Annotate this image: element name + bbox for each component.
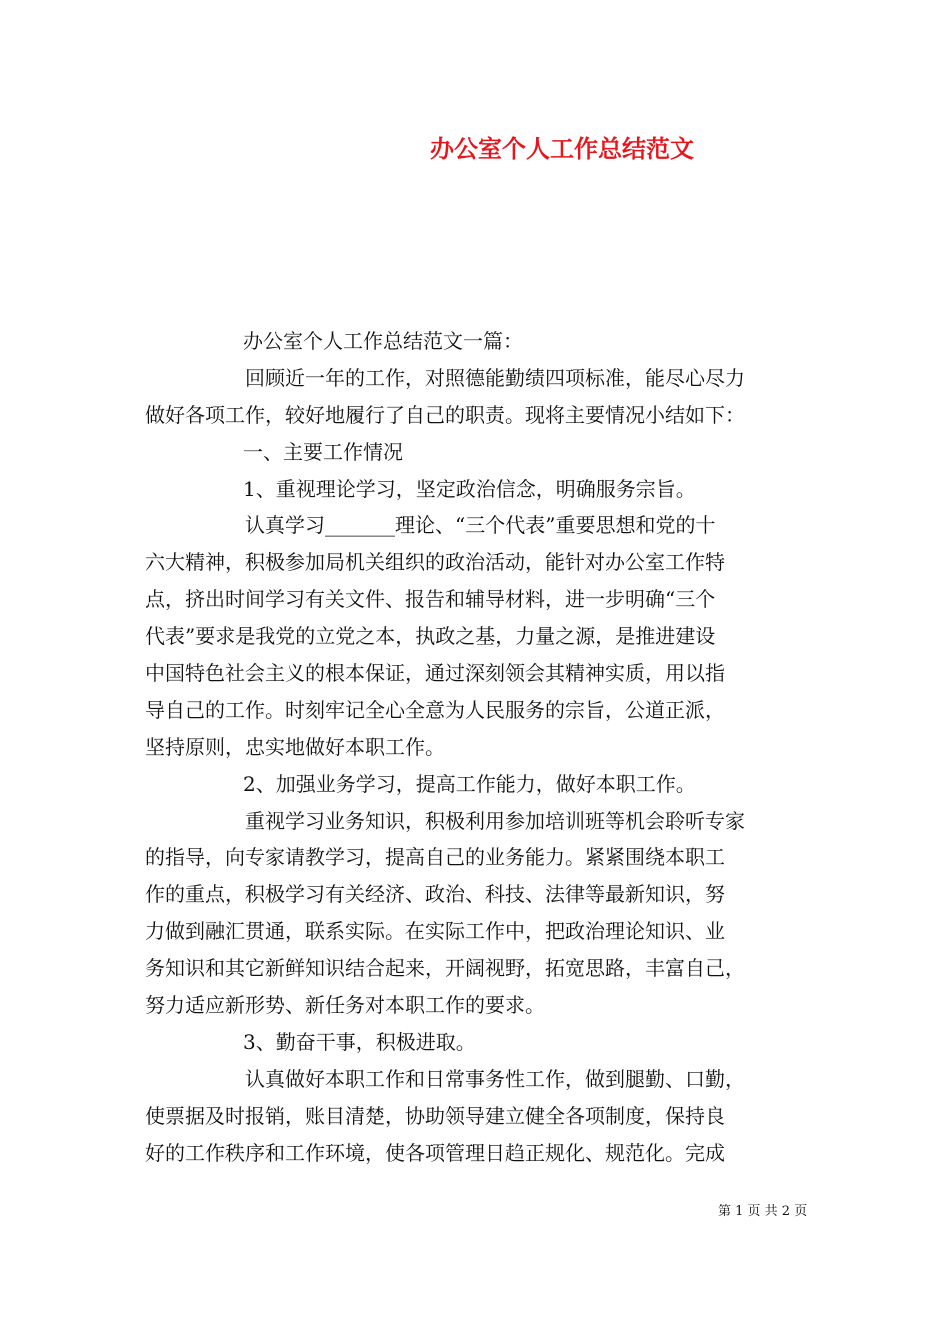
paragraph-line: 导自己的工作。时刻牢记全心全意为人民服务的宗旨，公道正派， <box>145 697 725 722</box>
paragraph-line: 的指导，向专家请教学习，提高自己的业务能力。紧紧围绕本职工 <box>145 845 725 870</box>
paragraph-line: 回顾近一年的工作，对照德能勤绩四项标准，能尽心尽力 <box>245 365 745 390</box>
paragraph-line: 务知识和其它新鲜知识结合起来，开阔视野，拓宽思路，丰富自己， <box>145 956 745 981</box>
paragraph-line: 点，挤出时间学习有关文件、报告和辅导材料，进一步明确“三个 <box>145 587 716 612</box>
paragraph-line: 代表”要求是我党的立党之本，执政之基，力量之源，是推进建设 <box>145 624 716 649</box>
paragraph-line: 认真做好本职工作和日常事务性工作，做到腿勤、口勤， <box>245 1066 745 1091</box>
paragraph-line: 作的重点，积极学习有关经济、政治、科技、法律等最新知识，努 <box>145 882 725 907</box>
paragraph-line: 好的工作秩序和工作环境，使各项管理日趋正规化、规范化。完成 <box>145 1140 725 1165</box>
paragraph-line: 重视学习业务知识，积极利用参加培训班等机会聆听专家 <box>245 808 745 833</box>
paragraph-line: 认真学习_______理论、“三个代表”重要思想和党的十 <box>245 513 716 538</box>
paragraph-line: 做好各项工作，较好地履行了自己的职责。现将主要情况小结如下： <box>145 402 745 427</box>
paragraph-line: 使票据及时报销，账目清楚，协助领导建立健全各项制度，保持良 <box>145 1103 725 1128</box>
subsection-heading: 3、勤奋干事，积极进取。 <box>243 1029 476 1054</box>
paragraph-line: 力做到融汇贯通，联系实际。在实际工作中，把政治理论知识、业 <box>145 919 725 944</box>
paragraph-line: 中国特色社会主义的根本保证，通过深刻领会其精神实质，用以指 <box>145 661 725 686</box>
paragraph-line: 六大精神，积极参加局机关组织的政治活动，能针对办公室工作特 <box>145 550 725 575</box>
document-title: 办公室个人工作总结范文 <box>430 134 694 163</box>
subsection-heading: 2、加强业务学习，提高工作能力，做好本职工作。 <box>243 771 696 796</box>
paragraph-line: 努力适应新形势、新任务对本职工作的要求。 <box>145 993 545 1018</box>
paragraph-line: 办公室个人工作总结范文一篇： <box>243 329 523 353</box>
page-number-footer: 第 1 页 共 2 页 <box>718 1204 808 1219</box>
document-body <box>145 323 810 1171</box>
paragraph-line: 坚持原则，忠实地做好本职工作。 <box>145 734 445 759</box>
section-heading: 一、主要工作情况 <box>243 439 403 464</box>
subsection-heading: 1、重视理论学习，坚定政治信念，明确服务宗旨。 <box>243 476 696 501</box>
